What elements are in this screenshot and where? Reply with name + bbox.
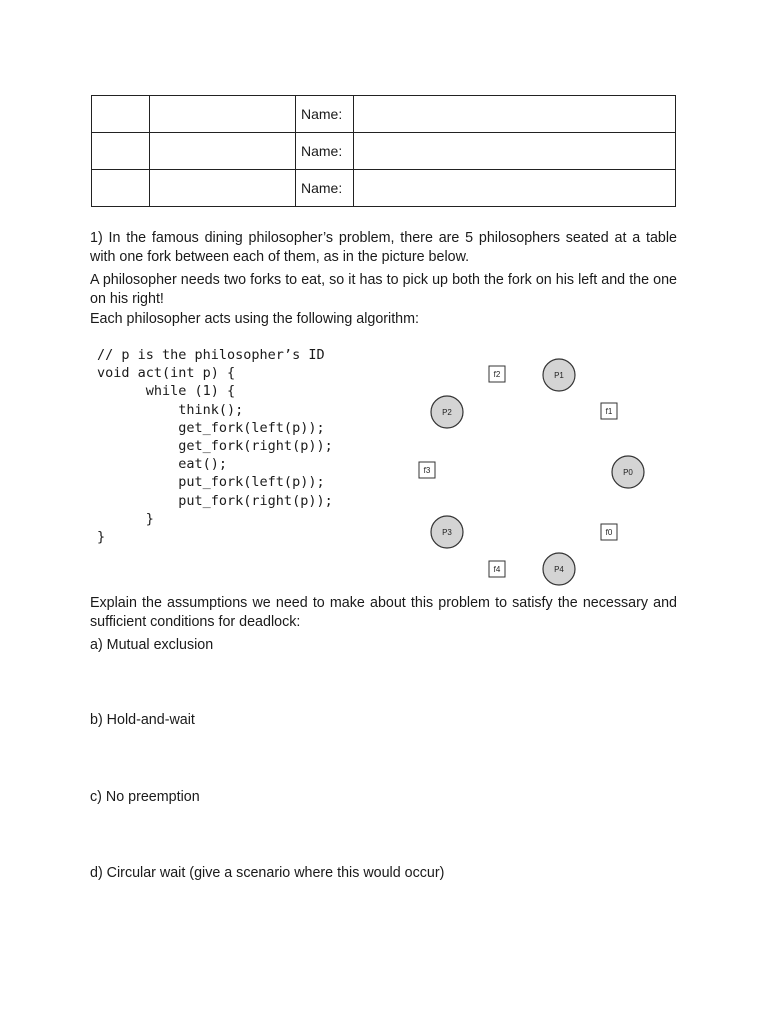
fork-label: f4	[493, 565, 501, 574]
name-table-cell	[92, 133, 150, 170]
fork-f3	[419, 462, 435, 478]
name-label: Name:	[296, 96, 354, 133]
name-table-cell	[150, 96, 296, 133]
philosopher-label: P4	[554, 565, 564, 574]
fork-f1	[601, 403, 617, 419]
part-a-mutual-exclusion: a) Mutual exclusion	[90, 637, 214, 653]
algorithm-intro-text: Each philosopher acts using the following algorithm:	[90, 311, 420, 327]
explain-instructions: Explain the assumptions we need to make about this problem to satisfy the necessary and sufficient conditions for deadlock:	[90, 595, 677, 630]
philosopher-label: P1	[554, 371, 564, 380]
part-d-circular-wait: d) Circular wait (give a scenario where this would occur)	[90, 865, 445, 881]
name-field[interactable]	[354, 133, 676, 170]
philosopher-p0	[612, 456, 644, 488]
name-row	[92, 170, 676, 207]
philosopher-label: P3	[442, 528, 452, 537]
name-field[interactable]	[354, 170, 676, 207]
name-table	[91, 95, 676, 207]
part-c-no-preemption: c) No preemption	[90, 789, 200, 805]
name-row	[92, 133, 676, 170]
name-label: Name:	[296, 133, 354, 170]
philosopher-label: P0	[623, 468, 633, 477]
name-table-cell	[92, 96, 150, 133]
fork-f2	[489, 366, 505, 382]
fork-label: f1	[605, 407, 613, 416]
fork-label: f3	[423, 466, 431, 475]
name-table-cell	[92, 170, 150, 207]
forks-rule-text: A philosopher needs two forks to eat, so it has to pick up both the fork on his left and the one on his right!	[90, 272, 677, 307]
name-row	[92, 96, 676, 133]
name-label: Name:	[296, 170, 354, 207]
question-intro: 1) In the famous dining philosopher’s problem, there are 5 philosophers seated at a table with one fork between each of them, as in the picture below.	[90, 230, 677, 265]
fork-f0	[601, 524, 617, 540]
algorithm-code: // p is the philosopher’s ID void act(int p) { while (1) { think(); get_fork(left(p)); get_fork(right(p)); eat(); put_fork(left(p)); put_fork(right(p)); } }	[97, 347, 333, 546]
dining-philosophers-diagram	[410, 350, 660, 590]
philosopher-label: P2	[442, 408, 452, 417]
fork-label: f2	[493, 370, 501, 379]
philosopher-p3	[431, 516, 463, 548]
name-field[interactable]	[354, 96, 676, 133]
philosopher-p2	[431, 396, 463, 428]
part-b-hold-and-wait: b) Hold-and-wait	[90, 712, 195, 728]
fork-f4	[489, 561, 505, 577]
philosopher-p4	[543, 553, 575, 585]
name-table-cell	[150, 133, 296, 170]
philosopher-p1	[543, 359, 575, 391]
fork-label: f0	[605, 528, 613, 537]
name-table-cell	[150, 170, 296, 207]
